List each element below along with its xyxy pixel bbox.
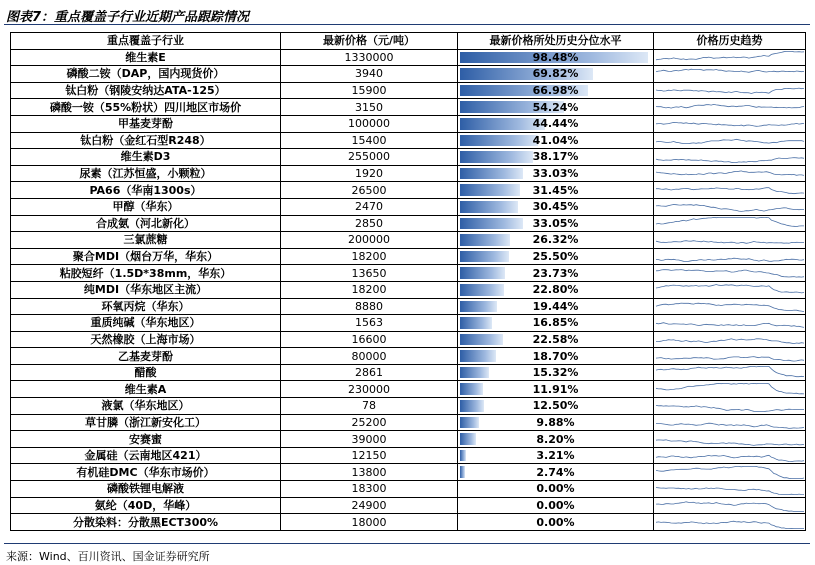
- price-trend-sparkline: [654, 465, 806, 480]
- percentile-cell: [458, 198, 654, 215]
- price-trend-cell: [654, 381, 806, 398]
- percentile-label: 69.82%: [532, 67, 579, 81]
- percentile-cell: [458, 447, 654, 464]
- trend-line: [656, 466, 804, 478]
- table-row: [11, 381, 806, 398]
- trend-line: [656, 356, 804, 361]
- latest-price-cell: 18200: [281, 281, 458, 298]
- table-row: [11, 49, 806, 66]
- table-row: [11, 115, 806, 132]
- trend-line: [656, 123, 804, 127]
- trend-line: [656, 104, 804, 108]
- percentile-label: 18.70%: [532, 349, 579, 363]
- price-trend-sparkline: [654, 166, 806, 181]
- price-trend-sparkline: [654, 398, 806, 413]
- table-row: [11, 215, 806, 232]
- trend-line: [656, 488, 804, 495]
- percentile-bar: [460, 218, 523, 230]
- percentile-cell: [458, 165, 654, 182]
- table-row: [11, 281, 806, 298]
- product-name-cell: 甲基麦芽酚: [11, 115, 281, 132]
- percentile-label: 31.45%: [532, 183, 579, 197]
- product-name-cell: 磷酸二铵（DAP，国内现货价）: [11, 66, 281, 83]
- percentile-bar: [460, 367, 489, 379]
- price-trend-cell: [654, 232, 806, 249]
- product-name-cell: 甲醇（华东）: [11, 198, 281, 215]
- latest-price-cell: 78: [281, 398, 458, 415]
- table-row: [11, 82, 806, 99]
- percentile-bar: [460, 417, 479, 429]
- latest-price-cell: 1920: [281, 165, 458, 182]
- table-row: [11, 431, 806, 448]
- percentile-cell: [458, 315, 654, 332]
- table-row: [11, 447, 806, 464]
- table-row: [11, 348, 806, 365]
- latest-price-cell: 18200: [281, 248, 458, 265]
- percentile-label: 44.44%: [532, 117, 579, 131]
- trend-line: [656, 269, 804, 277]
- percentile-cell: [458, 281, 654, 298]
- percentile-cell: [458, 431, 654, 448]
- price-trend-sparkline: [654, 481, 806, 496]
- latest-price-cell: 39000: [281, 431, 458, 448]
- percentile-label: 0.00%: [536, 515, 575, 529]
- percentile-bar: [460, 151, 533, 163]
- price-trend-cell: [654, 464, 806, 481]
- price-trend-cell: [654, 165, 806, 182]
- percentile-label: 38.17%: [532, 150, 579, 164]
- percentile-bar: [460, 334, 503, 346]
- price-trend-sparkline: [654, 66, 806, 81]
- table-row: [11, 331, 806, 348]
- percentile-cell: [458, 398, 654, 415]
- percentile-bar: [460, 317, 492, 329]
- price-trend-cell: [654, 398, 806, 415]
- table-row: [11, 132, 806, 149]
- latest-price-cell: 2850: [281, 215, 458, 232]
- latest-price-cell: 100000: [281, 115, 458, 132]
- product-name-cell: PA66（华南1300s）: [11, 182, 281, 199]
- price-trend-cell: [654, 514, 806, 531]
- latest-price-cell: 13800: [281, 464, 458, 481]
- price-trend-sparkline: [654, 332, 806, 347]
- percentile-label: 30.45%: [532, 200, 579, 214]
- price-trend-sparkline: [654, 349, 806, 364]
- percentile-cell: [458, 298, 654, 315]
- price-trend-sparkline: [654, 100, 806, 115]
- product-name-cell: 氨纶（40D，华峰）: [11, 497, 281, 514]
- percentile-bar: [460, 350, 496, 362]
- product-name-cell: 磷酸铁锂电解液: [11, 481, 281, 498]
- percentile-cell: [458, 149, 654, 166]
- product-name-cell: 维生素D3: [11, 149, 281, 166]
- trend-line: [656, 158, 804, 163]
- price-trend-sparkline: [654, 515, 806, 530]
- percentile-label: 0.00%: [536, 482, 575, 496]
- column-header-trend: 价格历史趋势: [654, 33, 806, 50]
- table-row: [11, 248, 806, 265]
- column-header-price: 最新价格（元/吨）: [281, 33, 458, 50]
- price-trend-cell: [654, 497, 806, 514]
- latest-price-cell: 18300: [281, 481, 458, 498]
- latest-price-cell: 8880: [281, 298, 458, 315]
- figure-header: 图表7：重点覆盖子行业近期产品跟踪情况: [6, 10, 250, 25]
- product-name-cell: 磷酸一铵（55%粉状）四川地区市场价: [11, 99, 281, 116]
- product-name-cell: 聚合MDI（烟台万华，华东）: [11, 248, 281, 265]
- latest-price-cell: 2470: [281, 198, 458, 215]
- percentile-label: 98.48%: [532, 50, 579, 64]
- price-trend-cell: [654, 315, 806, 332]
- product-name-cell: 维生素A: [11, 381, 281, 398]
- product-name-cell: 安赛蜜: [11, 431, 281, 448]
- percentile-label: 26.32%: [532, 233, 579, 247]
- percentile-cell: [458, 182, 654, 199]
- percentile-label: 33.05%: [532, 216, 579, 230]
- percentile-bar: [460, 201, 518, 213]
- latest-price-cell: 26500: [281, 182, 458, 199]
- latest-price-cell: 25200: [281, 414, 458, 431]
- product-name-cell: 草甘膦（浙江新安化工）: [11, 414, 281, 431]
- percentile-label: 0.00%: [536, 498, 575, 512]
- table-row: [11, 99, 806, 116]
- price-trend-sparkline: [654, 216, 806, 231]
- price-trend-sparkline: [654, 183, 806, 198]
- percentile-cell: [458, 514, 654, 531]
- percentile-label: 22.80%: [532, 283, 579, 297]
- latest-price-cell: 2861: [281, 364, 458, 381]
- latest-price-cell: 230000: [281, 381, 458, 398]
- price-trend-cell: [654, 82, 806, 99]
- trend-line: [656, 217, 804, 226]
- price-trend-cell: [654, 66, 806, 83]
- percentile-label: 25.50%: [532, 250, 579, 264]
- percentile-bar: [460, 284, 504, 296]
- price-trend-sparkline: [654, 50, 806, 65]
- trend-line: [656, 241, 804, 244]
- trend-line: [656, 439, 804, 445]
- product-name-cell: 乙基麦芽酚: [11, 348, 281, 365]
- percentile-bar: [460, 400, 484, 412]
- percentile-bar: [460, 466, 465, 478]
- percentile-cell: [458, 331, 654, 348]
- latest-price-cell: 255000: [281, 149, 458, 166]
- percentile-label: 16.85%: [532, 316, 579, 330]
- percentile-bar: [460, 234, 510, 246]
- latest-price-cell: 15400: [281, 132, 458, 149]
- percentile-bar: [460, 251, 509, 263]
- price-trend-cell: [654, 49, 806, 66]
- price-trend-sparkline: [654, 448, 806, 463]
- percentile-label: 8.20%: [536, 432, 575, 446]
- price-trend-sparkline: [654, 432, 806, 447]
- table-row: [11, 165, 806, 182]
- trend-line: [656, 171, 804, 176]
- price-trend-sparkline: [654, 282, 806, 297]
- price-trend-cell: [654, 481, 806, 498]
- header-rule: [4, 24, 810, 25]
- percentile-cell: [458, 464, 654, 481]
- table-row: [11, 66, 806, 83]
- column-header-industry: 重点覆盖子行业: [11, 33, 281, 50]
- percentile-label: 66.98%: [532, 84, 579, 98]
- price-trend-cell: [654, 298, 806, 315]
- latest-price-cell: 80000: [281, 348, 458, 365]
- product-name-cell: 钛白粉（钢陵安纳达ATA-125）: [11, 82, 281, 99]
- trend-line: [656, 70, 804, 73]
- percentile-cell: [458, 99, 654, 116]
- trend-line: [656, 423, 804, 428]
- percentile-cell: [458, 82, 654, 99]
- footer-rule: [4, 543, 810, 544]
- product-name-cell: 醋酸: [11, 364, 281, 381]
- table-row: [11, 149, 806, 166]
- price-trend-sparkline: [654, 249, 806, 264]
- price-trend-sparkline: [654, 415, 806, 430]
- product-name-cell: 液氯（华东地区）: [11, 398, 281, 415]
- trend-line: [656, 521, 804, 528]
- product-name-cell: 环氧丙烷（华东）: [11, 298, 281, 315]
- price-trend-cell: [654, 348, 806, 365]
- latest-price-cell: 200000: [281, 232, 458, 249]
- percentile-cell: [458, 481, 654, 498]
- latest-price-cell: 13650: [281, 265, 458, 282]
- table-row: [11, 198, 806, 215]
- table-row: [11, 265, 806, 282]
- percentile-cell: [458, 364, 654, 381]
- product-name-cell: 重质纯碱（华东地区）: [11, 315, 281, 332]
- product-name-cell: 钛白粉（金红石型R248）: [11, 132, 281, 149]
- price-trend-cell: [654, 265, 806, 282]
- price-trend-cell: [654, 149, 806, 166]
- product-name-cell: 合成氨（河北新化）: [11, 215, 281, 232]
- table-row: [11, 315, 806, 332]
- price-trend-cell: [654, 364, 806, 381]
- table-row: [11, 514, 806, 531]
- trend-line: [656, 205, 804, 212]
- price-trend-cell: [654, 331, 806, 348]
- table-header-row: [11, 33, 806, 50]
- percentile-label: 33.03%: [532, 167, 579, 181]
- trend-line: [656, 367, 804, 377]
- table-row: [11, 497, 806, 514]
- trend-line: [656, 502, 804, 512]
- trend-line: [656, 339, 804, 344]
- percentile-label: 19.44%: [532, 299, 579, 313]
- trend-line: [656, 455, 804, 461]
- percentile-bar: [460, 383, 483, 395]
- latest-price-cell: 18000: [281, 514, 458, 531]
- table-row: [11, 364, 806, 381]
- price-trend-sparkline: [654, 232, 806, 247]
- trend-line: [656, 258, 804, 261]
- percentile-label: 15.32%: [532, 366, 579, 380]
- price-trend-sparkline: [654, 315, 806, 330]
- price-trend-sparkline: [654, 382, 806, 397]
- trend-line: [656, 303, 804, 312]
- percentile-bar: [460, 267, 505, 279]
- trend-line: [656, 88, 804, 93]
- trend-line: [656, 383, 804, 394]
- percentile-cell: [458, 115, 654, 132]
- percentile-label: 3.21%: [536, 449, 575, 463]
- price-trend-sparkline: [654, 199, 806, 214]
- product-name-cell: 金属硅（云南地区421）: [11, 447, 281, 464]
- percentile-cell: [458, 66, 654, 83]
- price-trend-sparkline: [654, 266, 806, 281]
- table-row: [11, 398, 806, 415]
- percentile-cell: [458, 232, 654, 249]
- price-trend-cell: [654, 132, 806, 149]
- percentile-label: 2.74%: [536, 465, 575, 479]
- column-header-percentile: 最新价格所处历史分位水平: [458, 33, 654, 50]
- percentile-cell: [458, 49, 654, 66]
- percentile-cell: [458, 215, 654, 232]
- product-name-cell: 天然橡胶（上海市场）: [11, 331, 281, 348]
- percentile-cell: [458, 381, 654, 398]
- price-trend-cell: [654, 447, 806, 464]
- product-name-cell: 分散染料：分散黑ECT300%: [11, 514, 281, 531]
- price-trend-cell: [654, 281, 806, 298]
- percentile-label: 54.24%: [532, 100, 579, 114]
- product-name-cell: 尿素（江苏恒盛，小颗粒）: [11, 165, 281, 182]
- price-trend-sparkline: [654, 498, 806, 513]
- percentile-label: 11.91%: [532, 382, 579, 396]
- percentile-label: 22.58%: [532, 332, 579, 346]
- product-name-cell: 纯MDI（华东地区主流）: [11, 281, 281, 298]
- table-row: [11, 481, 806, 498]
- percentile-cell: [458, 265, 654, 282]
- price-trend-cell: [654, 198, 806, 215]
- latest-price-cell: 3940: [281, 66, 458, 83]
- table-row: [11, 182, 806, 199]
- table-row: [11, 232, 806, 249]
- trend-line: [656, 139, 804, 143]
- trend-line: [656, 285, 804, 293]
- price-trend-cell: [654, 99, 806, 116]
- latest-price-cell: 16600: [281, 331, 458, 348]
- percentile-bar: [460, 450, 466, 462]
- table-body: [11, 49, 806, 530]
- price-trend-cell: [654, 248, 806, 265]
- percentile-cell: [458, 348, 654, 365]
- trend-line: [656, 406, 804, 412]
- source-note: 来源：Wind、百川资讯、国金证券研究所: [6, 550, 210, 563]
- latest-price-cell: 1563: [281, 315, 458, 332]
- product-name-cell: 粘胶短纤（1.5D*38mm，华东）: [11, 265, 281, 282]
- price-trend-sparkline: [654, 365, 806, 380]
- trend-line: [656, 51, 804, 59]
- latest-price-cell: 12150: [281, 447, 458, 464]
- latest-price-cell: 3150: [281, 99, 458, 116]
- latest-price-cell: 24900: [281, 497, 458, 514]
- percentile-label: 23.73%: [532, 266, 579, 280]
- percentile-bar: [460, 168, 523, 180]
- percentile-bar: [460, 301, 497, 313]
- trend-line: [656, 187, 804, 193]
- percentile-bar: [460, 135, 538, 147]
- price-trend-cell: [654, 431, 806, 448]
- price-trend-sparkline: [654, 116, 806, 131]
- table-row: [11, 464, 806, 481]
- price-trend-sparkline: [654, 299, 806, 314]
- table-row: [11, 414, 806, 431]
- price-trend-cell: [654, 115, 806, 132]
- percentile-label: 12.50%: [532, 399, 579, 413]
- price-trend-sparkline: [654, 133, 806, 148]
- table-row: [11, 298, 806, 315]
- percentile-cell: [458, 132, 654, 149]
- percentile-cell: [458, 414, 654, 431]
- product-name-cell: 有机硅DMC（华东市场价）: [11, 464, 281, 481]
- latest-price-cell: 1330000: [281, 49, 458, 66]
- percentile-label: 41.04%: [532, 133, 579, 147]
- price-trend-cell: [654, 215, 806, 232]
- price-trend-sparkline: [654, 83, 806, 98]
- latest-price-cell: 15900: [281, 82, 458, 99]
- percentile-label: 9.88%: [536, 415, 575, 429]
- product-name-cell: 维生素E: [11, 49, 281, 66]
- percentile-bar: [460, 433, 476, 445]
- trend-line: [656, 323, 804, 328]
- percentile-cell: [458, 497, 654, 514]
- price-trend-cell: [654, 182, 806, 199]
- tracking-table: [10, 32, 806, 531]
- price-trend-sparkline: [654, 149, 806, 164]
- product-name-cell: 三氯蔗糖: [11, 232, 281, 249]
- price-trend-cell: [654, 414, 806, 431]
- percentile-bar: [460, 184, 520, 196]
- percentile-cell: [458, 248, 654, 265]
